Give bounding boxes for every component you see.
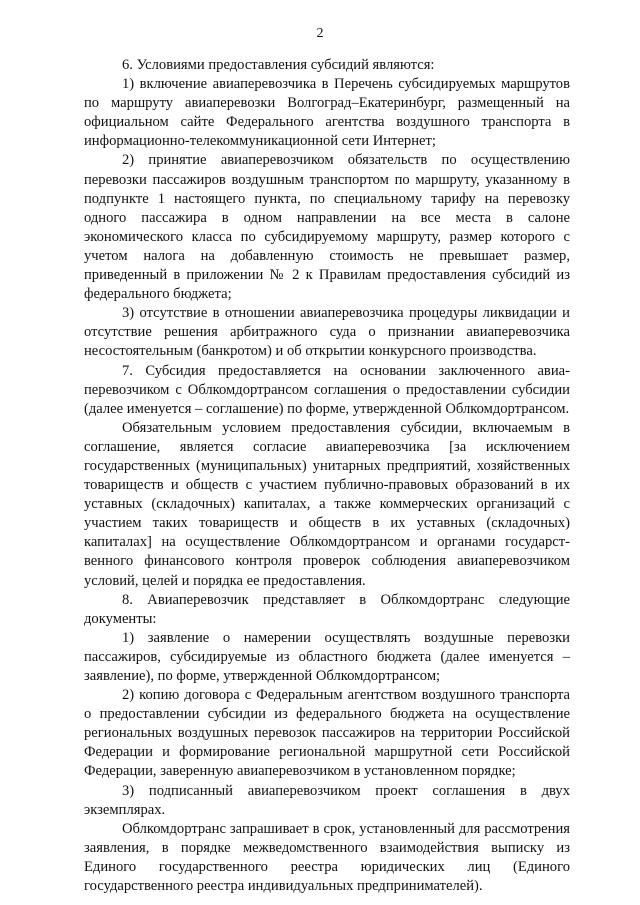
paragraph-7: 7. Субсидия предоставляется на основании заключенного авиаперевозчиком с Облкомдортрансом соглашения о предоставлении субсидии (далее именуется – соглашение) по форме, утвержденной Облкомдортрансом. bbox=[84, 362, 570, 417]
page-number: 2 bbox=[316, 26, 324, 41]
paragraph-6-item-1: 1) включение авиаперевозчика в Перечень субсидируемых маршрутов по маршруту авиаперевозки Волгоград–Екатеринбург, размещенный на официальном сайте Федерального агентства воздушного транспорта в информационно-телекоммуникационной сети Интернет; bbox=[84, 76, 570, 150]
paragraph-8-item-1: 1) заявление о намерении осуществлять воздушные перевозки пассажиров, субсидируемые из областного бюджета (далее именуется – заявление), по форме, утвержденной Облкомдортрансом; bbox=[84, 629, 570, 684]
document-body bbox=[84, 56, 570, 896]
paragraph-6-item-2: 2) принятие авиаперевозчиком обязательств по осуществлению перевозки пассажиров воздушным транспортом по маршруту, указанному в подпункте 1 настоящего пункта, по специальному тарифу на перевозку одного пассажира в одном направлении на все места в салоне экономического класса по субсидируемому маршруту, размер которого с учетом налога на добавленную стоимость не превышает размер, приведенный в приложении № 2 к Правилам предоставления субсидий из федерального бюджета; bbox=[84, 152, 570, 303]
paragraph-8-item-2: 2) копию договора с Федеральным агентством воздушного транспорта о предоставлении субсидии из федерального бюджета на осуществление региональных воздушных перевозок пассажиров на территории Российской Федерации и формирование региональной маршрутной сети Российской Федерации, заверенную авиаперевозчиком в установленном порядке; bbox=[84, 687, 570, 780]
paragraph-6-item-3: 3) отсутствие в отношении авиаперевозчика процедуры ликвидации и отсутствие решения арбитражного суда о признании авиаперевозчика несостоятельным (банкротом) и об открытии конкурсного производства. bbox=[84, 305, 570, 360]
paragraph-6-heading: 6. Условиями предоставления субсидий являются: bbox=[122, 57, 435, 73]
paragraph-8-request: Облкомдортранс запрашивает в срок, установленный для рассмотрения заявления, в порядке межведомственного взаимодействия выписку из Единого государственного реестра юридических лиц (Единого государственного реестра индивидуальных предпринимателей). bbox=[84, 820, 570, 895]
paragraph-7-condition: Обязательным условием предоставления субсидии, включаемым в соглашение, является согласие авиаперевозчика [за исключением государственных (муниципальных) унитарных предприятий, хозяйственных товариществ и обществ с участием публично-правовых образований в их уставных (складочных) капиталах, а также коммерческих организаций с участием таких товариществ и обществ в их уставных (складочных) капиталах] на осуществление Облкомдортрансом и органами государственного финансового контроля проверок соблюдения авиаперевозчиком условий, целей и порядка ее предоставления. bbox=[84, 419, 570, 589]
paragraph-8-heading: 8. Авиаперевозчик представляет в Облкомдортранс следующие документы: bbox=[84, 591, 570, 627]
paragraph-8-item-3: 3) подписанный авиаперевозчиком проект соглашения в двух экземплярах. bbox=[84, 782, 570, 818]
